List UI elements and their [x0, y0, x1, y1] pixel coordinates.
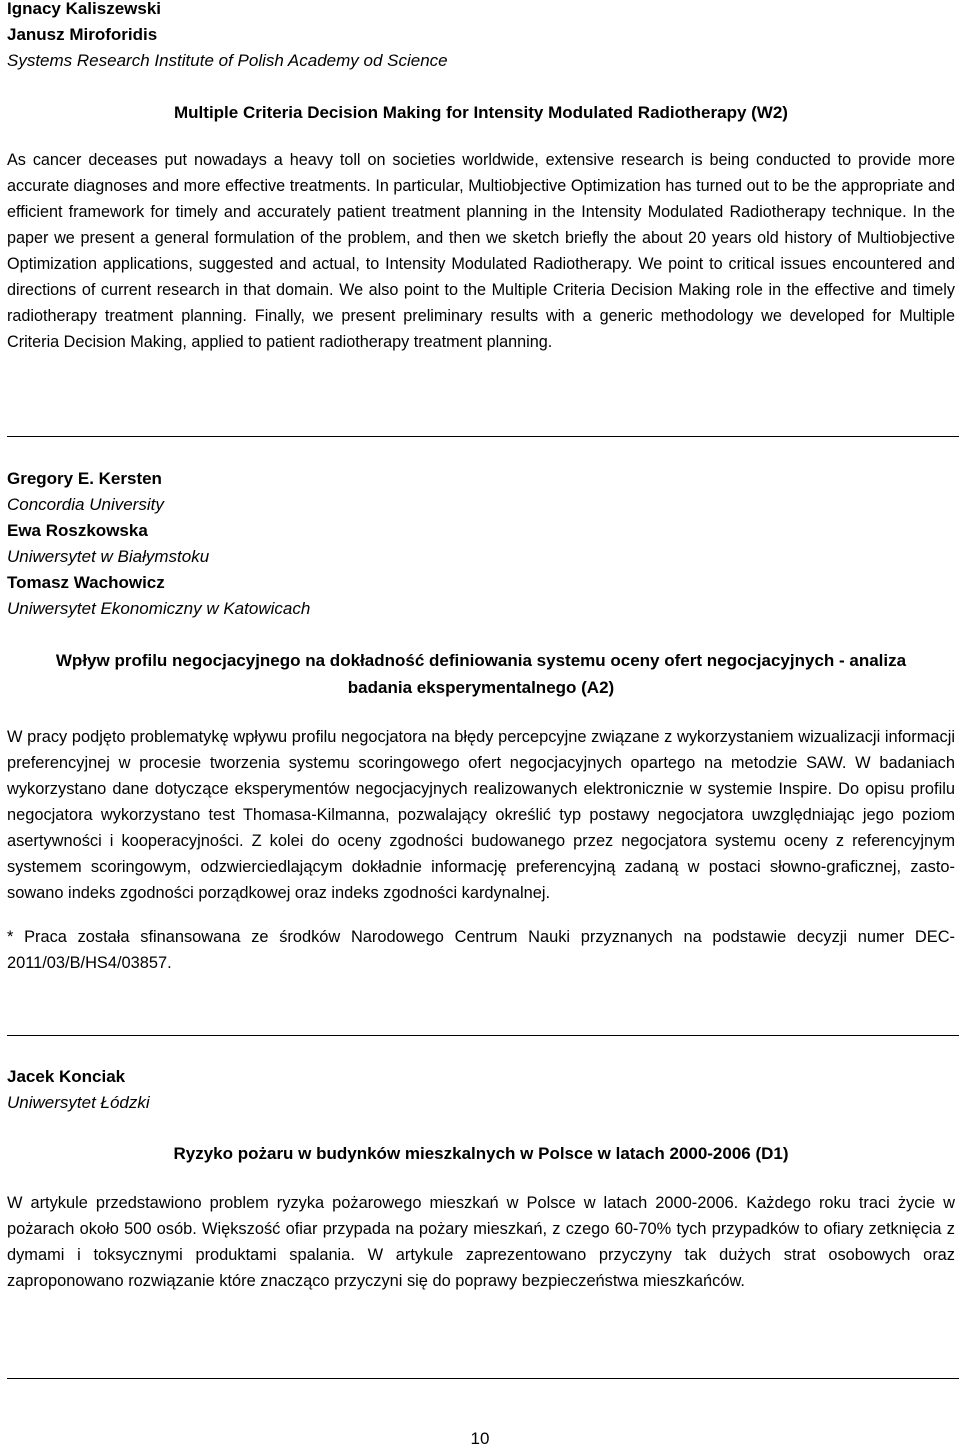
funding-footnote: * Praca została sfinansowana ze środków Narodowego Centrum Nauki przyznanych na podstawie decyzji numer DEC-2011/03/B/HS4/03857. — [7, 928, 955, 972]
author-affiliation: Uniwersytet w Białymstoku — [7, 547, 210, 566]
abstract-entry-1 — [7, 0, 955, 355]
author-name: Tomasz Wachowicz — [7, 573, 165, 592]
author-name: Ignacy Kaliszewski — [7, 0, 162, 18]
abstract-text: As cancer deceases put nowadays a heavy toll on societies worldwide, extensive research is being conducted to provide more accurate diagnoses and more effective treatments. In particular, Multiobjective Optimization has turned out to be the appropriate and efficient framework for timely and accurately patient treatment planning in the Intensity Modulated Radiotherapy technique. In the paper we present a general formulation of the problem, and then we sketch briefly the about 20 years old history of Multiobjective Optimization applications, suggested and actual, to Intensity Modulated Radiotherapy. We point to critical issues encountered and directions of current research in that domain. We also point to the Multiple Criteria Decision Making role in the effective and timely radiotherapy treatment planning. Finally, we present preliminary results with a generic methodology we developed for Multiple Criteria Decision Making, applied to patient radiotherapy treatment planning. — [7, 151, 955, 351]
author-name: Gregory E. Kersten — [7, 469, 162, 488]
section-divider — [7, 436, 959, 437]
paper-title: Wpływ profilu negocjacyjnego na dokładność definiowania systemu oceny ofert negocjacyjnych - analiza badania eksperymentalnego (A2) — [55, 651, 907, 697]
author-affiliation: Uniwersytet Łódzki — [7, 1093, 150, 1112]
author-name: Jacek Konciak — [7, 1067, 126, 1086]
author-affiliation: Concordia University — [7, 495, 164, 514]
section-divider — [7, 1378, 959, 1379]
author-name: Ewa Roszkowska — [7, 521, 148, 540]
abstract-entry-3 — [7, 1064, 955, 1294]
page-number: 10 — [470, 1429, 490, 1448]
author-affiliation: Uniwersytet Ekonomiczny w Katowicach — [7, 599, 311, 618]
abstract-text: W pracy podjęto problematykę wpływu profilu negocjatora na błędy percepcyjne związane z wykorzystaniem wizualizacji informacji preferencyjnej w procesie tworzenia systemu scoringowego ofert negocjacyjnych opartego na metodzie SAW. W badaniach wykorzystano dane dotyczące eksperymentów negocjacyjnych realizowanych elektronicznie w systemie Inspire. Do opisu profilu negocjatora wykorzystano test Thomasa-Kilmanna, pozwalający określić typ postawy negocjatora uwzględniając jego poziom asertywności i kooperacyjności. Z kolei do oceny zgodności budowanego przez negocjatora systemu oceny z referencyjnym systemem scoringowym, odzwierciedlającym dokładnie informację preferencyjną zadaną w postaci słowno-graficznej, zastosowano indeks zgodności porządkowej oraz indeks zgodności kardynalnej. — [7, 728, 955, 902]
section-divider — [7, 1035, 959, 1036]
paper-title: Multiple Criteria Decision Making for Intensity Modulated Radiotherapy (W2) — [174, 103, 788, 122]
abstract-entry-2 — [7, 466, 955, 976]
abstract-text: W artykule przedstawiono problem ryzyka pożarowego mieszkań w Polsce w latach 2000-2006. Każdego roku traci życie w pożarach około 500 osób. Większość ofiar przypada na pożary mieszkań, z czego 60-70% tych przypadków to ofiary zetknięcia z dymami i toksycznymi produktami spalania. W artykule zaprezentowano przyczyny tak dużych strat osobowych oraz zaproponowano rozwiązanie które znacząco przyczyni się do poprawy bezpieczeństwa mieszkańców. — [7, 1194, 955, 1290]
author-affiliation: Systems Research Institute of Polish Academy od Science — [7, 51, 448, 70]
paper-title: Ryzyko pożaru w budynków mieszkalnych w Polsce w latach 2000-2006 (D1) — [173, 1144, 789, 1163]
author-name: Janusz Miroforidis — [7, 25, 158, 44]
